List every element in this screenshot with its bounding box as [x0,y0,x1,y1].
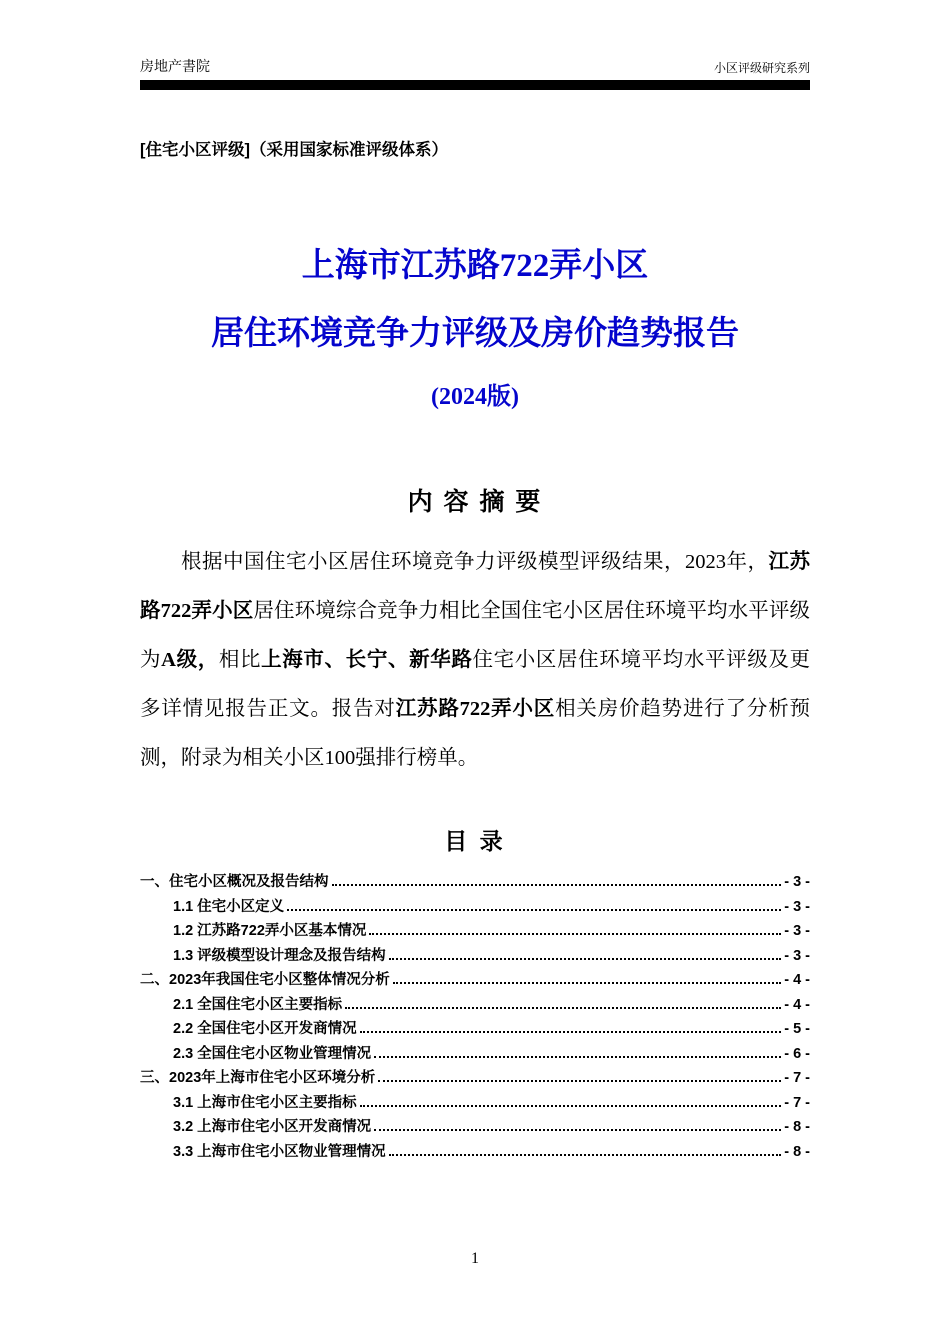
page-header [140,60,810,76]
table-of-contents [140,870,810,1164]
toc-leader-dots [389,958,782,960]
toc-entry [140,1091,810,1116]
toc-entry-page: - 3 - [784,923,810,939]
toc-entry [140,919,810,944]
toc-entry-label: 三、2023年上海市住宅小区环境分析 [140,1070,376,1086]
toc-entry-page: - 4 - [784,972,810,988]
report-title-block [140,246,810,412]
report-title-line1: 上海市江苏路722弄小区 [301,248,649,284]
toc-leader-dots [345,1007,781,1009]
summary-segment: 相比 [218,649,262,671]
header-right-text: 小区评级研究系列 [713,61,810,75]
toc-entry-label: 2.2 全国住宅小区开发商情况 [173,1021,357,1037]
toc-leader-dots [360,1031,782,1033]
page-number: 1 [471,1250,479,1267]
toc-entry-label: 一、住宅小区概况及报告结构 [140,874,329,890]
summary-heading: 内 容 摘 要 [407,488,543,516]
toc-entry [140,1017,810,1042]
toc-entry [140,1115,810,1140]
toc-entry-page: - 3 - [784,874,810,890]
toc-entry-label: 3.1 上海市住宅小区主要指标 [173,1094,357,1111]
toc-entry-page: - 8 - [784,1119,810,1135]
summary-segment: 相关房价趋势进行了分析预测，附录为相关小区100强排行榜单。 [140,698,811,769]
rating-tagline: [住宅小区评级]（采用国家标准评级体系） [140,141,448,159]
report-title-line2: 居住环境竞争力评级及房价趋势报告 [211,316,739,352]
summary-segment-bold: 上海市、长宁、新华路 [261,649,473,671]
toc-entry-page: - 7 - [784,1070,810,1086]
summary-segment-bold: 江苏路722弄小区 [140,551,810,622]
summary-segment: 根据中国住宅小区居住环境竞争力评级模型评级结果，2023年， [181,551,769,573]
toc-leader-dots [332,884,782,886]
toc-entry [140,870,810,895]
toc-entry [140,993,810,1018]
toc-entry-label: 2.3 全国住宅小区物业管理情况 [173,1045,372,1062]
header-left-text: 房地产書院 [140,60,210,75]
toc-entry [140,1042,810,1067]
report-title-edition: (2024版) [431,384,519,410]
toc-leader-dots [374,1056,781,1058]
summary-segment: 住宅小区居住环境平均水平评级及更多详情见报告正文。报告对 [140,649,811,720]
toc-entry-label: 1.3 评级模型设计理念及报告结构 [173,947,386,964]
toc-entry [140,968,810,993]
toc-leader-dots [287,909,781,911]
toc-leader-dots [369,933,781,935]
toc-entry-page: - 3 - [784,898,810,915]
toc-heading: 目 录 [444,828,506,854]
summary-paragraph [140,538,810,783]
summary-segment: 居住环境综合竞争力相比全国住宅小区居住环境平均水平评级为 [140,600,811,671]
toc-entry-page: - 4 - [784,996,810,1013]
toc-leader-dots [389,1154,782,1156]
toc-entry [140,895,810,920]
toc-entry-label: 2.1 全国住宅小区主要指标 [173,996,343,1013]
toc-leader-dots [374,1129,781,1131]
summary-segment-bold: A级， [161,649,219,671]
toc-entry-page: - 7 - [784,1094,810,1111]
toc-entry-page: - 5 - [784,1021,810,1037]
toc-leader-dots [393,982,781,984]
toc-entry-page: - 8 - [784,1143,810,1160]
toc-entry-page: - 3 - [784,947,810,964]
toc-entry-label: 1.2 江苏路722弄小区基本情况 [173,923,367,939]
toc-entry [140,1140,810,1165]
toc-entry-page: - 6 - [784,1045,810,1062]
toc-leader-dots [360,1105,782,1107]
toc-entry [140,1066,810,1091]
toc-entry [140,944,810,969]
toc-entry-label: 3.2 上海市住宅小区开发商情况 [173,1119,372,1135]
toc-entry-label: 1.1 住宅小区定义 [173,898,285,915]
toc-entry-label: 3.3 上海市住宅小区物业管理情况 [173,1143,386,1160]
toc-entry-label: 二、2023年我国住宅小区整体情况分析 [140,972,390,988]
summary-segment-bold: 江苏路722弄小区 [395,698,556,720]
header-rule-bar [140,80,810,90]
toc-leader-dots [378,1080,781,1082]
